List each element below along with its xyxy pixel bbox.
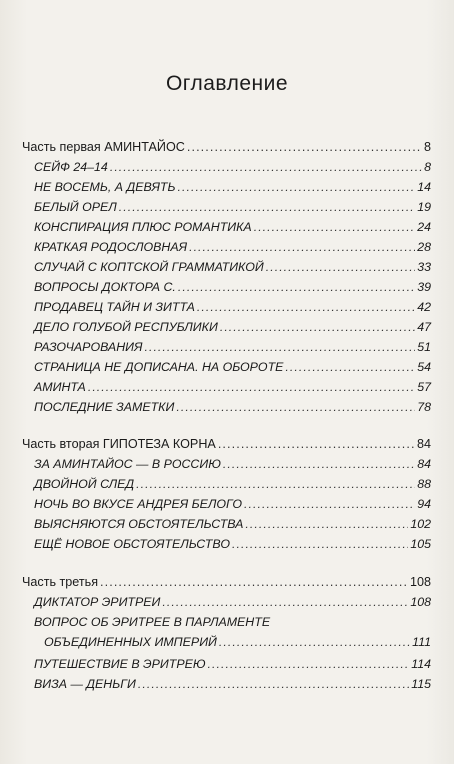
toc-chapter[interactable]: КОНСПИРАЦИЯ ПЛЮС РОМАНТИКА . . . 24 <box>34 217 431 237</box>
toc-chapter[interactable]: БЕЛЫЙ ОРЕЛ . . . 19 <box>34 197 431 217</box>
dot-leader <box>219 632 410 652</box>
toc-page-number: 8 <box>423 140 431 154</box>
toc-chapter[interactable]: РАЗОЧАРОВАНИЯ . . . 51 <box>34 337 431 357</box>
toc-part-1[interactable] <box>22 137 431 157</box>
toc-chapter-multiline[interactable] <box>34 612 431 652</box>
toc-chapter[interactable]: ПРОДАВЕЦ ТАЙН И ЗИТТА . . . 42 <box>34 297 431 317</box>
toc-chapter[interactable]: КРАТКАЯ РОДОСЛОВНАЯ . . . 28 <box>34 237 431 257</box>
toc-part-3[interactable] <box>22 572 431 592</box>
toc-chapter[interactable]: СТРАНИЦА НЕ ДОПИСАНА. НА ОБОРОТЕ . . . 54 <box>34 357 431 377</box>
toc-chapter-label-line1: ВОПРОС ОБ ЭРИТРЕЕ В ПАРЛАМЕНТЕ <box>34 615 271 629</box>
toc-chapter[interactable]: АМИНТА . . . 57 <box>34 377 431 397</box>
toc-page-number: 108 <box>409 575 431 589</box>
dot-leader <box>187 137 422 157</box>
toc-chapter[interactable]: ЗА АМИНТАЙОС — В РОССИЮ . . . 84 <box>34 454 431 474</box>
toc-chapter[interactable]: НЕ ВОСЕМЬ, А ДЕВЯТЬ . . . 14 <box>34 177 431 197</box>
toc-chapter[interactable]: ДИКТАТОР ЭРИТРЕИ . . . 108 <box>34 592 431 612</box>
toc-chapter-label-line2: ОБЪЕДИНЕННЫХ ИМПЕРИЙ <box>44 635 217 649</box>
page-title: Оглавление <box>165 72 289 95</box>
toc-chapter[interactable]: ЕЩЁ НОВОЕ ОБСТОЯТЕЛЬСТВО . . . 105 <box>34 534 431 554</box>
toc-chapter[interactable]: ДВОЙНОЙ СЛЕД . . . 88 <box>34 474 431 494</box>
toc-chapter[interactable]: НОЧЬ ВО ВКУСЕ АНДРЕЯ БЕЛОГО . . . 94 <box>34 494 431 514</box>
toc-part-2[interactable] <box>22 434 431 454</box>
toc-chapter[interactable]: ВЫЯСНЯЮТСЯ ОБСТОЯТЕЛЬСТВА . . . 102 <box>34 514 431 534</box>
toc-part-label: Часть третья <box>22 575 99 589</box>
toc-chapter[interactable]: ДЕЛО ГОЛУБОЙ РЕСПУБЛИКИ . . . 47 <box>34 317 431 337</box>
toc-chapter[interactable]: СЕЙФ 24–14 . . . 8 <box>34 157 431 177</box>
toc-chapter[interactable]: ВИЗА — ДЕНЬГИ . . . 115 <box>34 674 431 694</box>
toc-chapter[interactable]: СЛУЧАЙ С КОПТСКОЙ ГРАММАТИКОЙ . . . 33 <box>34 257 431 277</box>
toc-chapter[interactable]: ВОПРОСЫ ДОКТОРА С. . . . 39 <box>34 277 431 297</box>
toc-page-number: 111 <box>412 635 431 649</box>
toc-part-label: Часть вторая ГИПОТЕЗА КОРНА <box>22 437 216 451</box>
toc-chapter[interactable]: ПУТЕШЕСТВИЕ В ЭРИТРЕЮ . . . 114 <box>34 654 431 674</box>
toc-page-number: 84 <box>416 437 431 451</box>
dot-leader <box>100 572 408 592</box>
toc-chapter[interactable]: ПОСЛЕДНИЕ ЗАМЕТКИ . . . 78 <box>34 397 431 417</box>
dot-leader <box>218 434 415 454</box>
toc-part-label: Часть первая АМИНТАЙОС <box>22 140 185 154</box>
